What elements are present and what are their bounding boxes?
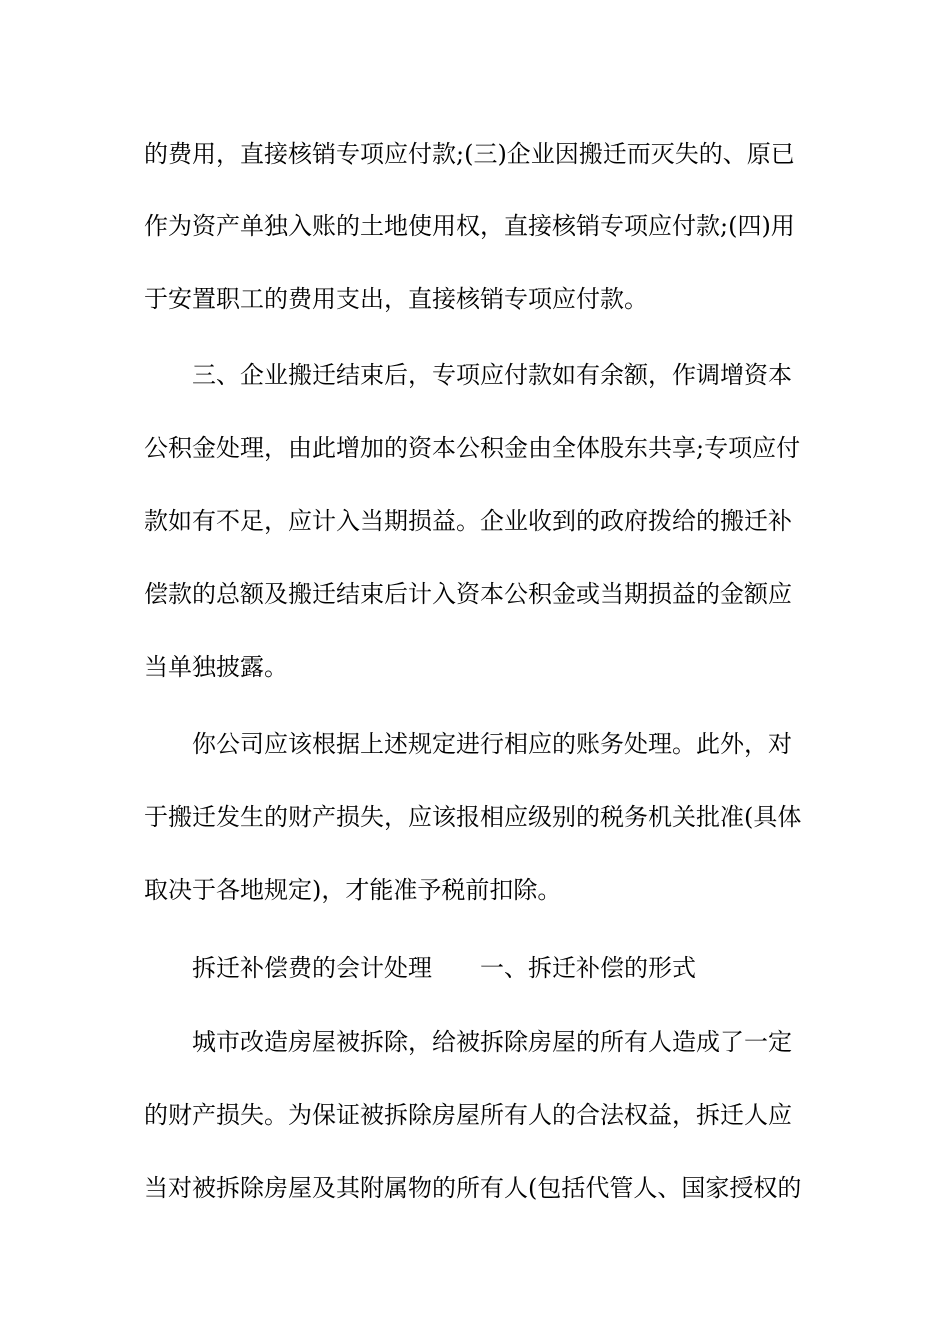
text-line: 公积金处理，由此增加的资本公积金由全体股东共享;专项应付: [144, 434, 801, 462]
heading-subtitle: 一、拆迁补偿的形式: [480, 954, 696, 982]
text-line: 于搬迁发生的财产损失，应该报相应级别的税务机关批准(具体: [144, 803, 802, 831]
paragraph-first-line: 城市改造房屋被拆除，给被拆除房屋的所有人造成了一定: [192, 1028, 792, 1056]
paragraph-first-line: 你公司应该根据上述规定进行相应的账务处理。此外，对: [192, 730, 792, 758]
text-line: 当对被拆除房屋及其附属物的所有人(包括代管人、国家授权的: [144, 1174, 802, 1202]
paragraph-first-line: 三、企业搬迁结束后，专项应付款如有余额，作调增资本: [192, 361, 792, 389]
text-line: 偿款的总额及搬迁结束后计入资本公积金或当期损益的金额应: [144, 580, 792, 608]
text-line: 当单独披露。: [144, 653, 288, 681]
text-line: 于安置职工的费用支出，直接核销专项应付款。: [144, 285, 648, 313]
section-heading: [192, 953, 814, 983]
text-line: 作为资产单独入账的土地使用权，直接核销专项应付款;(四)用: [144, 212, 795, 240]
text-line: 的费用，直接核销专项应付款;(三)企业因搬迁而灭失的、原已: [144, 140, 795, 168]
text-line: 取决于各地规定)，才能准予税前扣除。: [144, 876, 562, 904]
heading-title: 拆迁补偿费的会计处理: [192, 954, 432, 982]
text-line: 的财产损失。为保证被拆除房屋所有人的合法权益，拆迁人应: [144, 1101, 792, 1129]
text-line: 款如有不足，应计入当期损益。企业收到的政府拨给的搬迁补: [144, 507, 792, 535]
